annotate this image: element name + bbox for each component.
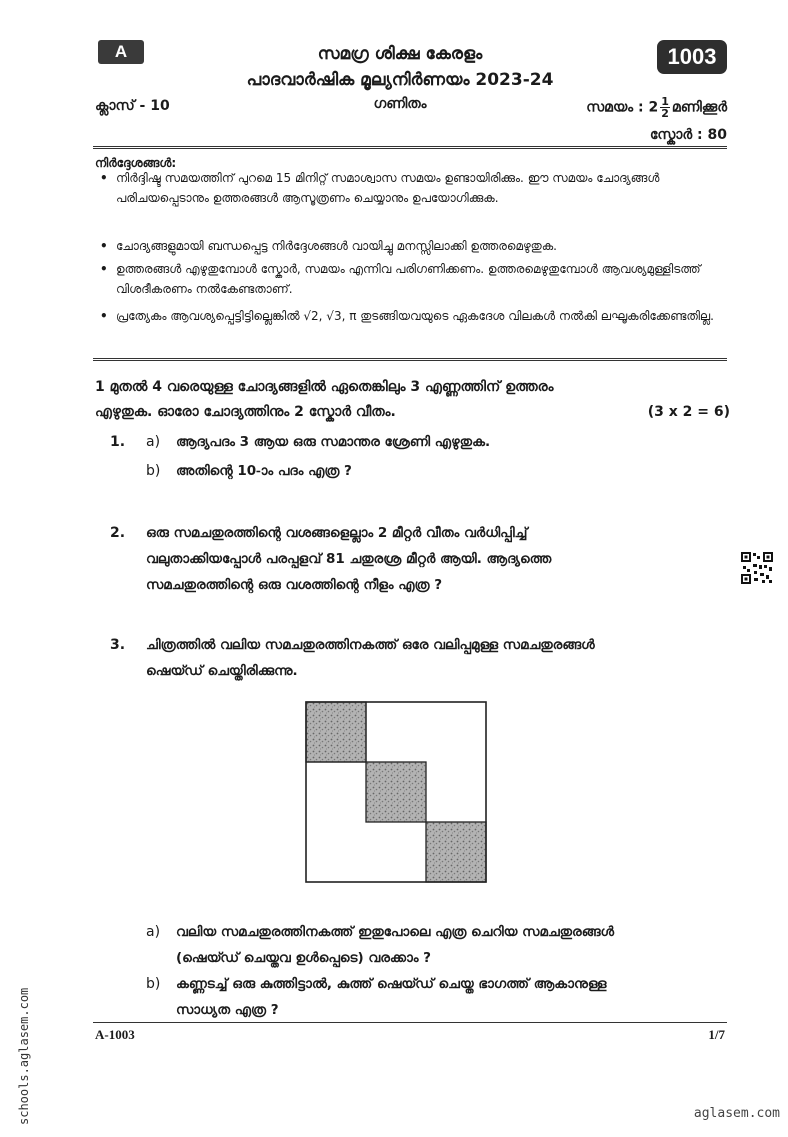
instruction-item: • ചോദ്യങ്ങളുമായി ബന്ധപ്പെട്ട നിർദ്ദേശങ്ങൾ വായിച്ചു മനസ്സിലാക്കി ഉത്തരമെഴുതുക. [100, 236, 720, 256]
qr-code-icon [740, 551, 774, 585]
subpart-label: a) [146, 434, 161, 450]
time-fraction [660, 96, 670, 119]
question-1b-text: അതിന്റെ 10-ാം പദം എത്ര ? [176, 463, 352, 479]
footer-divider [93, 1022, 727, 1023]
page-number: 1/7 [708, 1027, 725, 1042]
question-2-text: ഒരു സമചതുരത്തിന്റെ വശങ്ങളെല്ലാം 2 മീറ്റർ വീതം വർധിപ്പിച്ച് വലുതാക്കിയപ്പോൾ പരപ്പളവ് 81 ചതുരശ്ര മീറ്റർ ആയി. ആദ്യത്തെ സമചതുരത്തിന്റെ ഒരു വശത്തിന്റെ നീളം എത്ര ? [146, 525, 552, 593]
question-3-text: ചിത്രത്തിൽ വലിയ സമചതുരത്തിനകത്ത് ഒരേ വലിപ്പമുള്ള സമചതുരങ്ങൾ ഷെയ്ഡ് ചെയ്തിരിക്കുന്നു. [146, 637, 595, 679]
site-watermark: aglasem.com [693, 1106, 780, 1121]
subpart-label: b) [146, 463, 161, 479]
bullet-icon: • [100, 239, 108, 253]
instructions-title: നിർദ്ദേശങ്ങൾ: [95, 156, 177, 170]
question-number: 3. [110, 637, 126, 653]
section-line-2: എഴുതുക. ഓരോ ചോദ്യത്തിനും 2 സ്കോർ വീതം. [95, 404, 396, 420]
shaded-square [426, 822, 486, 882]
shaded-square [306, 702, 366, 762]
header-divider [93, 146, 727, 149]
bullet-icon: • [100, 171, 108, 185]
paper-code-badge: 1003 [657, 40, 727, 74]
question-number: 1. [110, 434, 126, 450]
instruction-item: • നിർദ്ദിഷ്ട സമയത്തിന് പുറമെ 15 മിനിറ്റ് സമാശ്വാസ സമയം ഉണ്ടായിരിക്കും. ഈ സമയം ചോദ്യങ്ങൾ പരിചയപ്പെടാനും ഉത്തരങ്ങൾ ആസൂത്രണം ചെയ്യാനും ഉപയോഗിക്കുക. [100, 168, 720, 208]
section-instruction [95, 375, 730, 425]
side-watermark: schools.aglasem.com [17, 987, 31, 1125]
footer-paper-code: A-1003 [95, 1027, 135, 1042]
version-badge: A [98, 40, 144, 64]
time-allotted [530, 96, 727, 119]
instruction-item: • ഉത്തരങ്ങൾ എഴുതുമ്പോൾ സ്കോർ, സമയം എന്നിവ പരിഗണിക്കണം. ഉത്തരമെഴുതുമ്പോൾ ആവശ്യമുള്ളിടത്ത് വിശദീകരണം നൽകേണ്ടതാണ്. [100, 259, 720, 299]
exam-title: പാദവാർഷിക മൂല്യനിർണയം 2023-24 [246, 70, 554, 90]
square-grid-figure [300, 696, 490, 886]
instructions-divider [93, 358, 727, 361]
question-1a-text: ആദ്യപദം 3 ആയ ഒരു സമാന്തര ശ്രേണി എഴുതുക. [176, 434, 491, 450]
subpart-label: a) [146, 924, 161, 940]
time-numerator: 1 [661, 95, 669, 108]
question-number: 2. [110, 525, 126, 541]
class-label: ക്ലാസ് - 10 [95, 98, 170, 114]
shaded-square [366, 762, 426, 822]
bullet-icon: • [100, 309, 108, 323]
organisation-title: സമഗ്ര ശിക്ഷ കേരളം [317, 44, 483, 64]
instruction-item: • പ്രത്യേകം ആവശ്യപ്പെട്ടിട്ടില്ലെങ്കിൽ √2, √3, π തുടങ്ങിയവയുടെ ഏകദേശ വിലകൾ നൽകി ലഘൂകരിക്കേണ്ടതില്ല. [100, 306, 720, 326]
time-denominator: 2 [661, 107, 669, 120]
question-3a-text: വലിയ സമചതുരത്തിനകത്ത് ഇതുപോലെ എത്ര ചെറിയ സമചതുരങ്ങൾ (ഷെയ്ഡ് ചെയ്തവ ഉൾപ്പെടെ) വരക്കാം ? [176, 924, 615, 966]
bullet-icon: • [100, 262, 108, 276]
time-unit: മണിക്കൂർ [671, 99, 727, 116]
question-3b-text: കണ്ണടച്ച് ഒരു കുത്തിട്ടാൽ, കുത്ത് ഷെയ്ഡ് ചെയ്ത ഭാഗത്ത് ആകാനുള്ള സാധ്യത എത്ര ? [176, 976, 607, 1018]
total-score: സ്കോർ : 80 [649, 127, 727, 143]
section-marks: (3 x 2 = 6) [647, 404, 730, 420]
subpart-label: b) [146, 976, 161, 992]
time-label: സമയം : [586, 99, 644, 116]
section-line-1: 1 മുതൽ 4 വരെയുള്ള ചോദ്യങ്ങളിൽ ഏതെങ്കിലും 3 എണ്ണത്തിന് ഉത്തരം [95, 379, 554, 395]
time-whole: 2 [648, 99, 659, 116]
subject-title: ഗണിതം [373, 96, 427, 112]
